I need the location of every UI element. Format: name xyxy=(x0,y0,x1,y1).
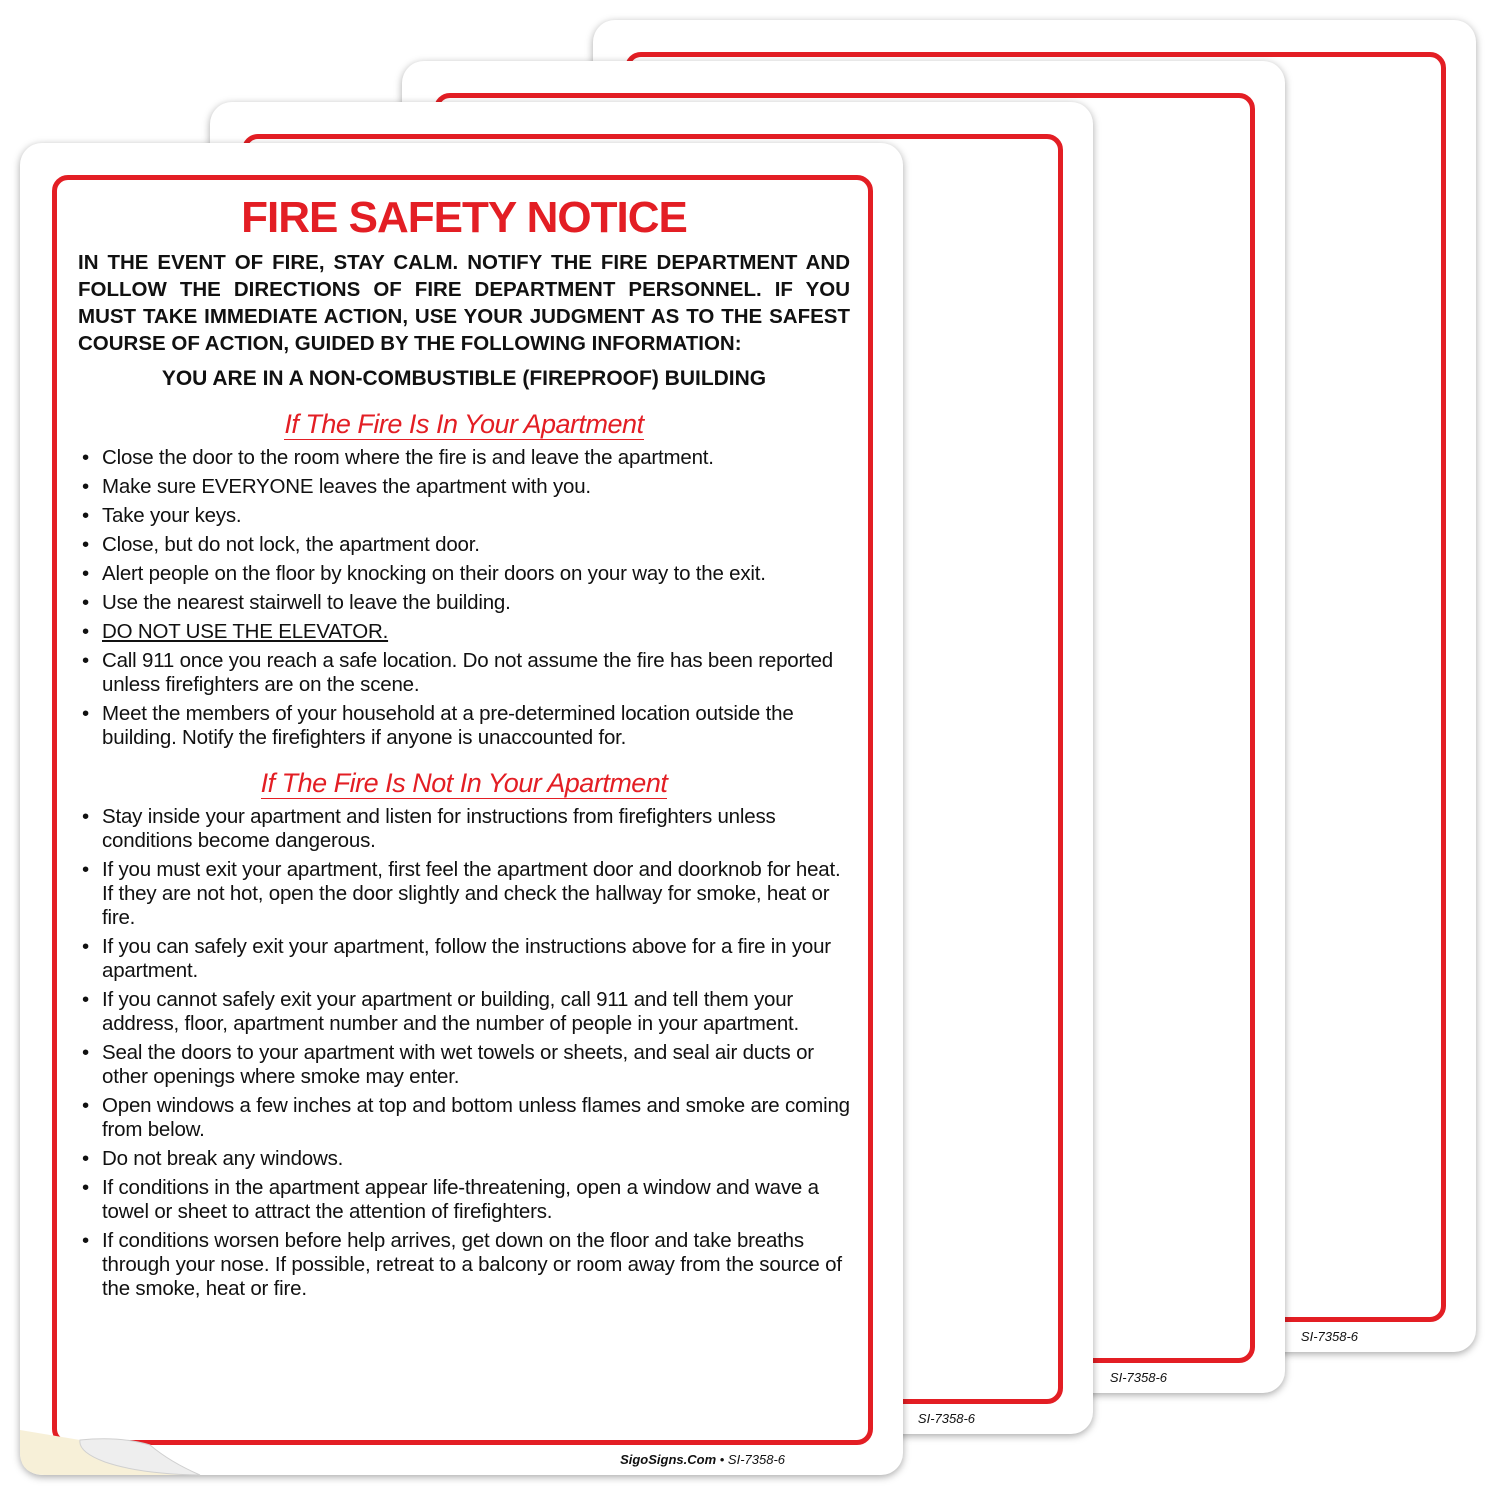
list-item: • Take your keys. xyxy=(78,504,850,528)
list-item: • Do not break any windows. xyxy=(78,1147,850,1171)
list-item: • Close the door to the room where the fire is and leave the apartment. xyxy=(78,446,850,470)
section1-heading: If The Fire Is In Your Apartment xyxy=(284,409,644,439)
list-item: • Make sure EVERYONE leaves the apartment with you. xyxy=(78,475,850,499)
footer xyxy=(1301,1329,1358,1344)
list-item: • Stay inside your apartment and listen for instructions from firefighters unless conditions become dangerous. xyxy=(78,805,850,853)
footer-brand: SigoSigns.Com xyxy=(620,1452,717,1467)
list-item: • Seal the doors to your apartment with wet towels or sheets, and seal air ducts or other openings where smoke may enter. xyxy=(78,1041,850,1089)
list-item: • If you cannot safely exit your apartment or building, call 911 and tell them your address, floor, apartment number and the number of people in your apartment. xyxy=(78,988,850,1036)
footer-code: SI-7358-6 xyxy=(1109,1370,1167,1385)
list-item: • Open windows a few inches at top and bottom unless flames and smoke are coming from below. xyxy=(78,1094,850,1142)
list-item: • If conditions worsen before help arrives, get down on the floor and take breaths through your nose. If possible, retreat to a balcony or room away from the source of the smoke, heat or fire. xyxy=(78,1229,850,1301)
footer: SigoSigns.Com • SI-7358-6 xyxy=(620,1452,785,1467)
list-item: • Use the nearest stairwell to leave the building. xyxy=(78,591,850,615)
footer xyxy=(1110,1370,1167,1385)
section2-heading: If The Fire Is Not In Your Apartment xyxy=(260,768,668,798)
peeled-corner-icon xyxy=(0,0,240,1500)
list-item: • Alert people on the floor by knocking on their doors on your way to the exit. xyxy=(78,562,850,586)
footer-code: SI-7358-6 xyxy=(917,1411,975,1426)
footer xyxy=(918,1411,975,1426)
intro-text: IN THE EVENT OF FIRE, STAY CALM. NOTIFY THE FIRE DEPARTMENT AND FOLLOW THE DIRECTIONS OF FIRE DEPARTMENT PERSONNEL. IF YOU MUST TAKE IMMEDIATE ACTION, USE YOUR JUDGMENT AS TO THE SAFEST COURSE OF ACTION, GUIDED BY THE FOLLOWING INFORMATION: xyxy=(78,251,850,355)
list-item: • Call 911 once you reach a safe location. Do not assume the fire has been reported unless firefighters are on the scene. xyxy=(78,649,850,697)
list-item: • Close, but do not lock, the apartment door. xyxy=(78,533,850,557)
sign-title: FIRE SAFETY NOTICE xyxy=(241,193,687,242)
footer-code: SI-7358-6 xyxy=(1300,1329,1358,1344)
list-item: • If you must exit your apartment, first feel the apartment door and doorknob for heat. If they are not hot, open the door slightly and check the hallway for smoke, heat or fire. xyxy=(78,858,850,930)
list-item: • Meet the members of your household at a pre-determined location outside the building. Notify the firefighters if anyone is unaccounted for. xyxy=(78,702,850,750)
list-item: • If conditions in the apartment appear life-threatening, open a window and wave a towel or sheet to attract the attention of firefighters. xyxy=(78,1176,850,1224)
footer-code: SI-7358-6 xyxy=(727,1452,785,1467)
building-type: YOU ARE IN A NON-COMBUSTIBLE (FIREPROOF) BUILDING xyxy=(161,367,767,390)
list-item: • If you can safely exit your apartment, follow the instructions above for a fire in your apartment. xyxy=(78,935,850,983)
list-item: • DO NOT USE THE ELEVATOR. xyxy=(78,620,850,644)
